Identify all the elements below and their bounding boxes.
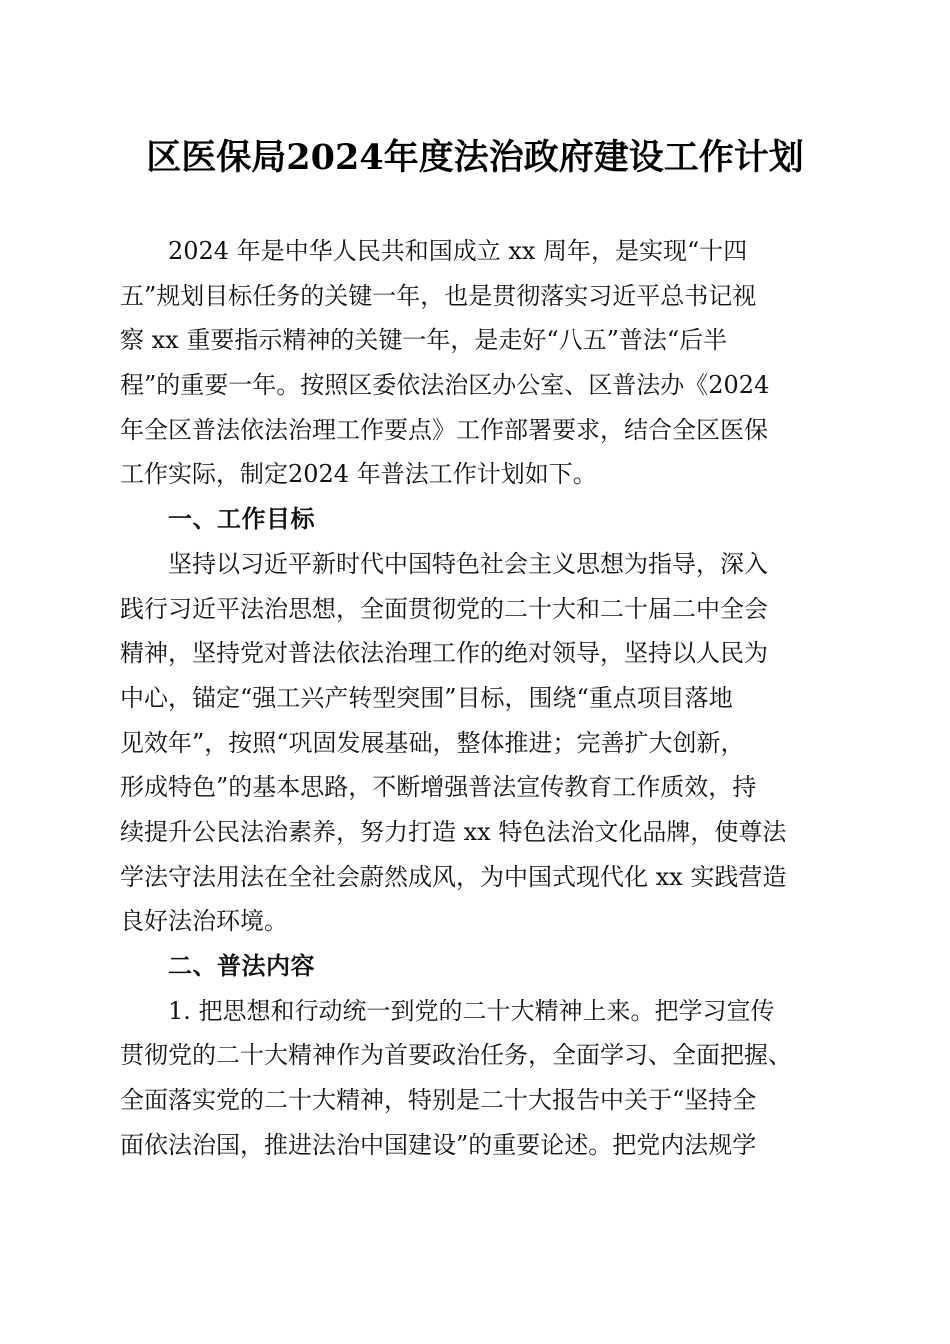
paragraph-line: 学法守法用法在全社会蔚然成风，为中国式现代化 xx 实践营造 [120,862,787,891]
paragraph-content [120,989,834,1168]
paragraph-line: 形成特色”的基本思路，不断增强普法宣传教育工作质效，持 [120,773,757,802]
paragraph-line: 面依法治国，推进法治中国建设”的重要论述。把党内法规学 [120,1130,757,1159]
paragraph-line: 见效年”，按照“巩固发展基础，整体推进；完善扩大创新， [120,728,745,757]
paragraph-line: 年全区普法依法治理工作要点》工作部署要求，结合全区医保 [120,415,768,444]
document-body [120,229,834,1167]
paragraph-line: 良好法治环境。 [120,907,288,936]
paragraph-line: 工作实际，制定2024 年普法工作计划如下。 [120,460,597,489]
paragraph-line: 五”规划目标任务的关键一年，也是贯彻落实习近平总书记视 [120,281,757,310]
paragraph-goals [120,542,834,944]
paragraph-line: 2024 年是中华人民共和国成立 xx 周年，是实现“十四 [168,237,748,265]
section-heading-content: 二、普法内容 [168,952,315,980]
document-title: 区医保局2024年度法治政府建设工作计划 [146,137,804,178]
paragraph-line: 续提升公民法治素养，努力打造 xx 特色法治文化品牌，使尊法 [120,817,787,846]
paragraph-line: 程”的重要一年。按照区委依法治区办公室、区普法办《2024 [120,371,770,400]
paragraph-line: 贯彻党的二十大精神作为首要政治任务，全面学习、全面把握、 [120,1041,792,1070]
paragraph-line: 坚持以习近平新时代中国特色社会主义思想为指导，深入 [168,549,768,578]
paragraph-line: 践行习近平法治思想，全面贯彻党的二十大和二十届二中全会 [120,594,768,623]
paragraph-intro [120,229,834,497]
paragraph-line: 精神，坚持党对普法依法治理工作的绝对领导，坚持以人民为 [120,639,768,668]
section-heading-goals: 一、工作目标 [168,505,315,534]
paragraph-line: 1. 把思想和行动统一到党的二十大精神上来。把学习宣传 [168,996,775,1025]
paragraph-line: 全面落实党的二十大精神，特别是二十大报告中关于“坚持全 [120,1086,757,1115]
paragraph-line: 察 xx 重要指示精神的关键一年，是走好“八五”普法“后半 [120,326,728,355]
paragraph-line: 中心，锚定“强工兴产转型突围”目标，围绕“重点项目落地 [120,683,733,712]
